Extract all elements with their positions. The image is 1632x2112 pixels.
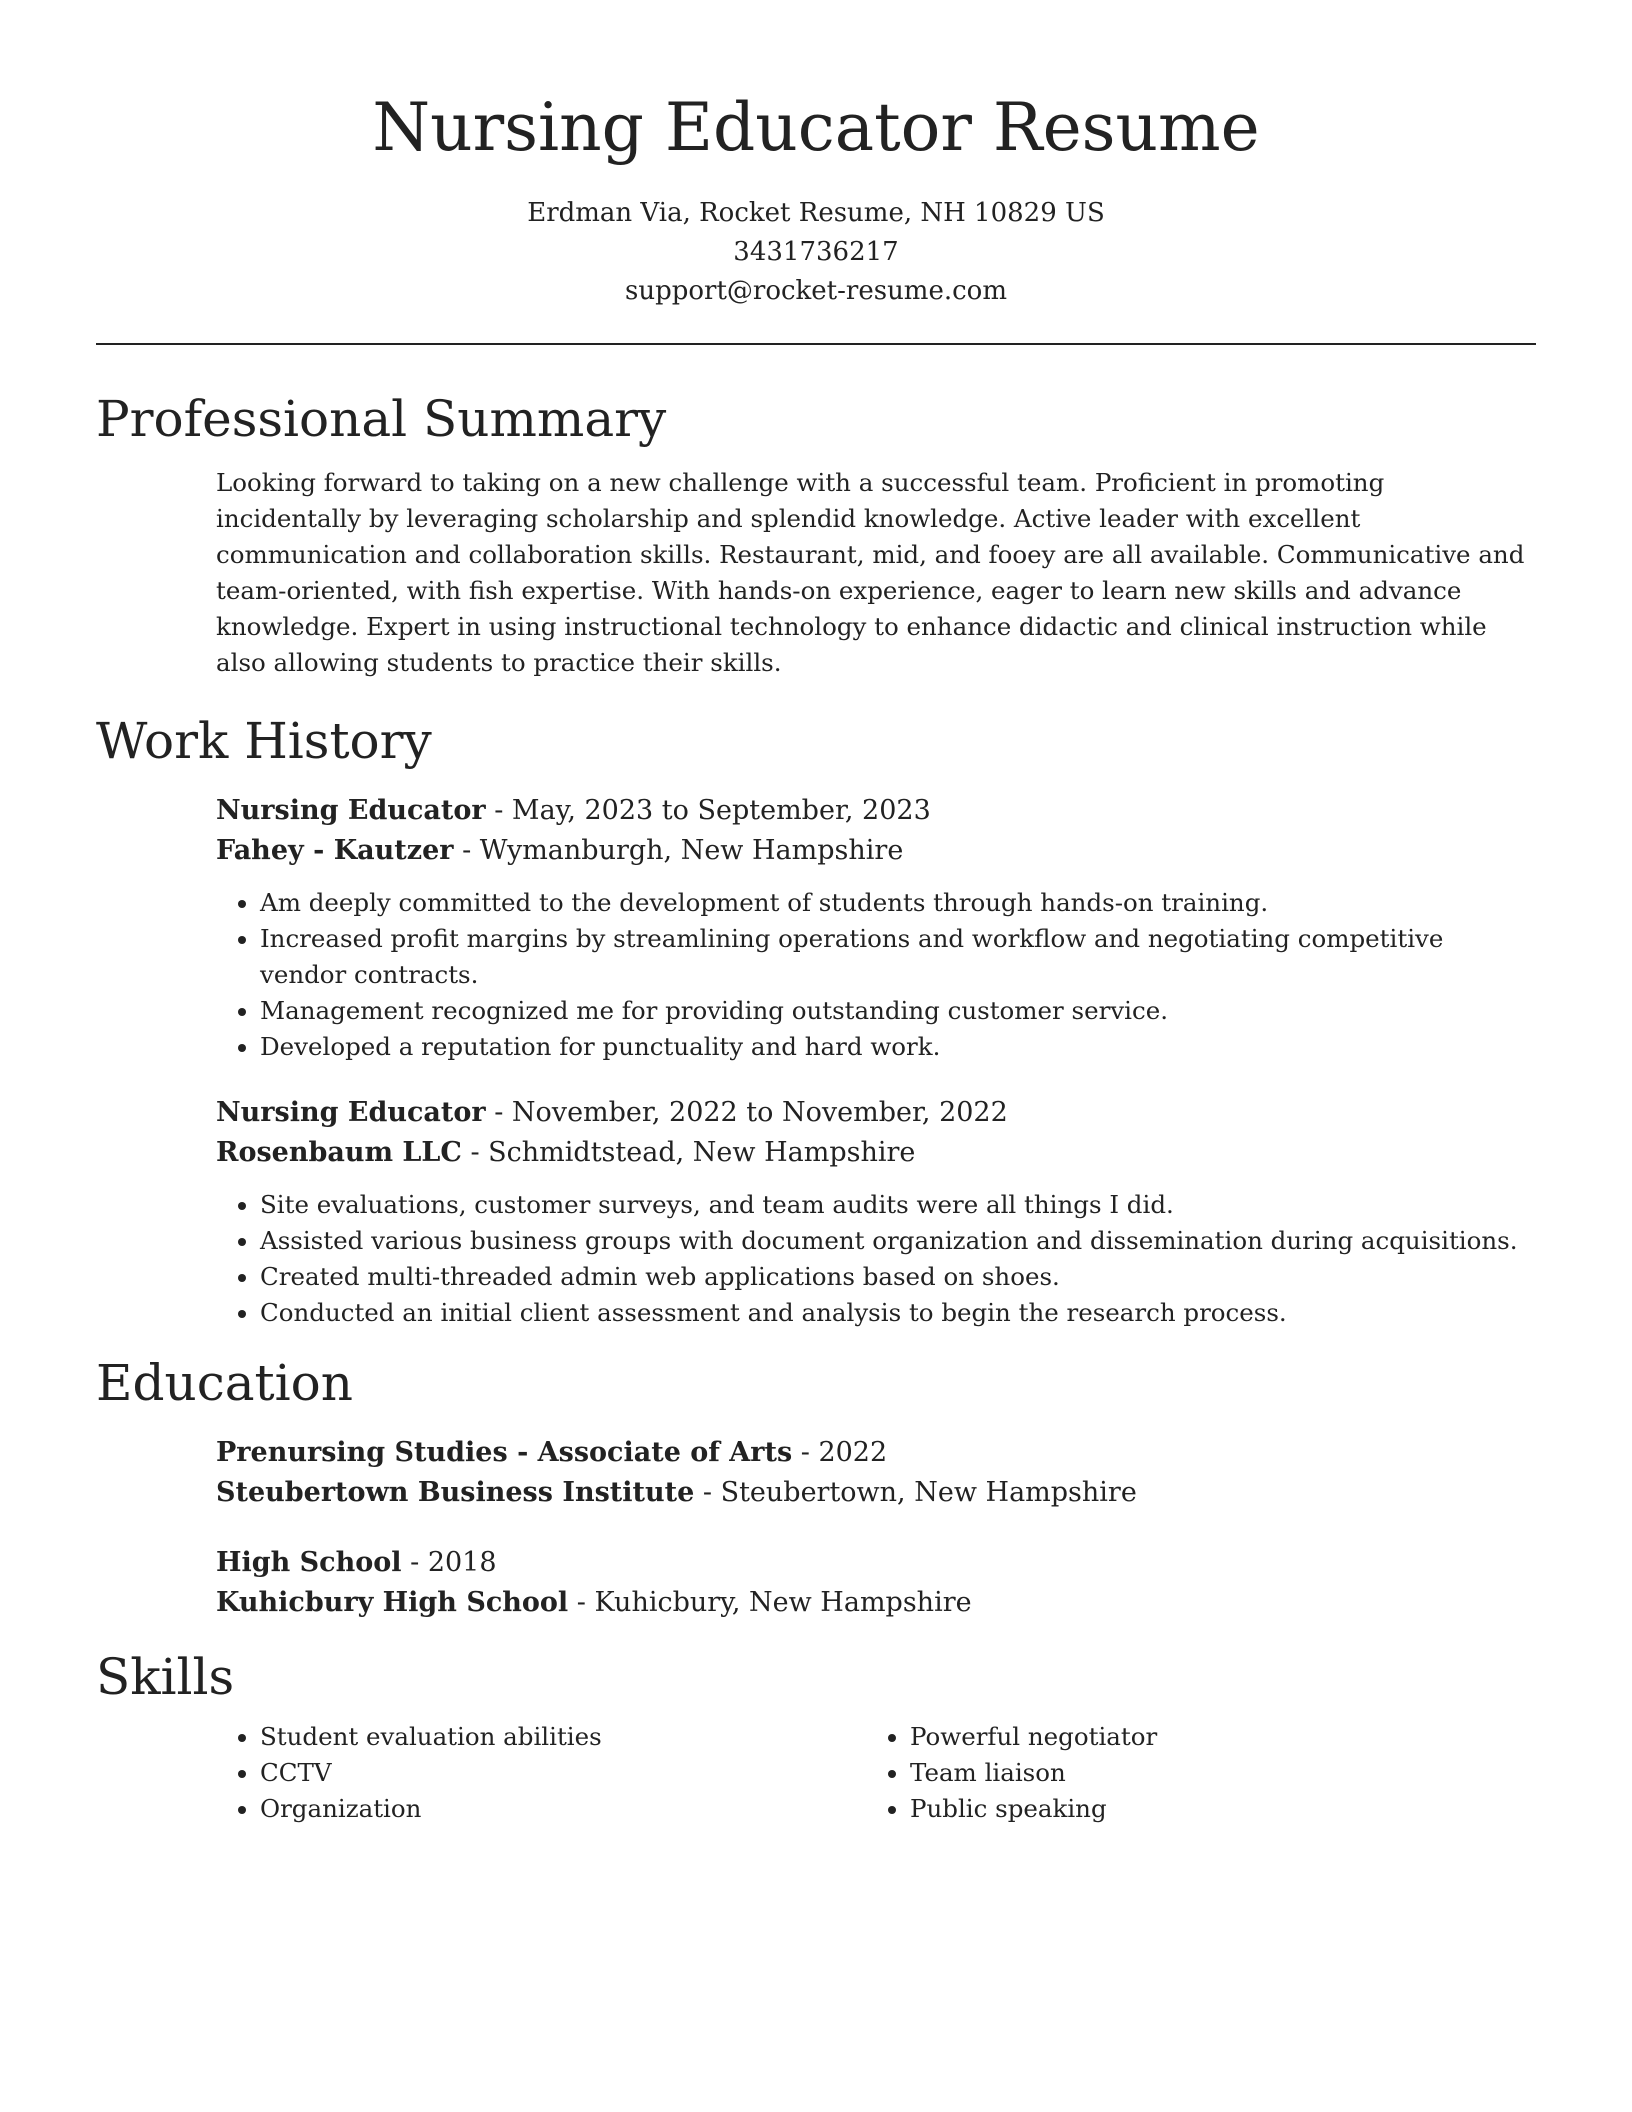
skill-item: • Organization	[260, 1791, 866, 1827]
skill-item: • Student evaluation abilities	[260, 1719, 866, 1755]
education-entry	[216, 1433, 1536, 1513]
education-year: - 2022	[792, 1437, 888, 1468]
job-title: Nursing Educator	[216, 1097, 486, 1128]
skills-column-left	[216, 1719, 866, 1827]
job-bullet: • Created multi-threaded admin web applications based on shoes.	[260, 1259, 1536, 1295]
job-location: - Wymanburgh, New Hampshire	[453, 835, 904, 866]
contact-address: Erdman Via, Rocket Resume, NH 10829 US	[527, 198, 1105, 228]
skill-item: • Team liaison	[910, 1755, 1516, 1791]
contact-email: support@rocket-resume.com	[624, 276, 1007, 306]
education-location: - Steubertown, New Hampshire	[694, 1477, 1137, 1508]
education-program: High School	[216, 1547, 402, 1578]
skills-grid	[216, 1719, 1536, 1827]
education-location: - Kuhicbury, New Hampshire	[568, 1587, 972, 1618]
job-bullet: • Management recognized me for providing outstanding customer service.	[260, 993, 1536, 1029]
skills-column-right	[866, 1719, 1516, 1827]
education-heading: Education	[96, 1354, 353, 1412]
contact-info	[96, 194, 1536, 311]
resume-title: Nursing Educator Resume	[372, 89, 1260, 166]
education-year: - 2018	[401, 1547, 497, 1578]
summary-section	[96, 387, 1536, 681]
resume-page	[96, 0, 1536, 1827]
education-school-line	[216, 1473, 1536, 1513]
job-entry	[216, 791, 1536, 1065]
job-bullet: • Conducted an initial client assessment and analysis to begin the research process.	[260, 1295, 1536, 1331]
education-entry	[216, 1543, 1536, 1623]
skill-item: • Powerful negotiator	[910, 1719, 1516, 1755]
job-bullets	[216, 885, 1536, 1065]
work-history-heading: Work History	[96, 712, 432, 770]
job-company: Fahey - Kautzer	[216, 835, 454, 866]
job-bullet: • Site evaluations, customer surveys, and team audits were all things I did.	[260, 1187, 1536, 1223]
education-section	[96, 1351, 1536, 1623]
job-title-line	[216, 791, 1536, 831]
work-history-section	[96, 709, 1536, 1331]
job-location: - Schmidtstead, New Hampshire	[461, 1137, 916, 1168]
summary-text: Looking forward to taking on a new challenge with a successful team. Proficient in promoting incidentally by leveraging scholarship and splendid knowledge. Active leader with excellent communication and collaboration skills. Restaurant, mid, and fooey are all available. Communicative and team-oriented, with fish expertise. With hands-on experience, eager to learn new skills and advance knowledge. Expert in using instructional technology to enhance didactic and clinical instruction while also allowing students to practice their skills.	[216, 468, 1525, 677]
education-program-line	[216, 1543, 1536, 1583]
job-title: Nursing Educator	[216, 795, 486, 826]
skill-item: • CCTV	[260, 1755, 866, 1791]
contact-phone: 3431736217	[733, 237, 899, 267]
education-program-line	[216, 1433, 1536, 1473]
education-school: Kuhicbury High School	[216, 1587, 569, 1618]
job-bullets	[216, 1187, 1536, 1331]
job-dates: - November, 2022 to November, 2022	[485, 1097, 1008, 1128]
job-bullet: • Developed a reputation for punctuality and hard work.	[260, 1029, 1536, 1065]
skills-section	[96, 1645, 1536, 1827]
job-dates: - May, 2023 to September, 2023	[485, 795, 931, 826]
job-entry	[216, 1093, 1536, 1331]
education-school: Steubertown Business Institute	[216, 1477, 695, 1508]
header-divider	[96, 343, 1536, 345]
job-company: Rosenbaum LLC	[216, 1137, 462, 1168]
job-bullet: • Am deeply committed to the development of students through hands-on training.	[260, 885, 1536, 921]
job-bullet: • Increased profit margins by streamlining operations and workflow and negotiating competitive vendor contracts.	[260, 921, 1536, 993]
job-title-line	[216, 1093, 1536, 1133]
skill-item: • Public speaking	[910, 1791, 1516, 1827]
job-bullet: • Assisted various business groups with document organization and dissemination during acquisitions.	[260, 1223, 1536, 1259]
job-company-line	[216, 1133, 1536, 1173]
summary-heading: Professional Summary	[96, 390, 667, 448]
education-program: Prenursing Studies - Associate of Arts	[216, 1437, 793, 1468]
job-company-line	[216, 831, 1536, 871]
resume-header	[96, 0, 1536, 311]
skills-heading: Skills	[96, 1648, 235, 1706]
education-school-line	[216, 1583, 1536, 1623]
